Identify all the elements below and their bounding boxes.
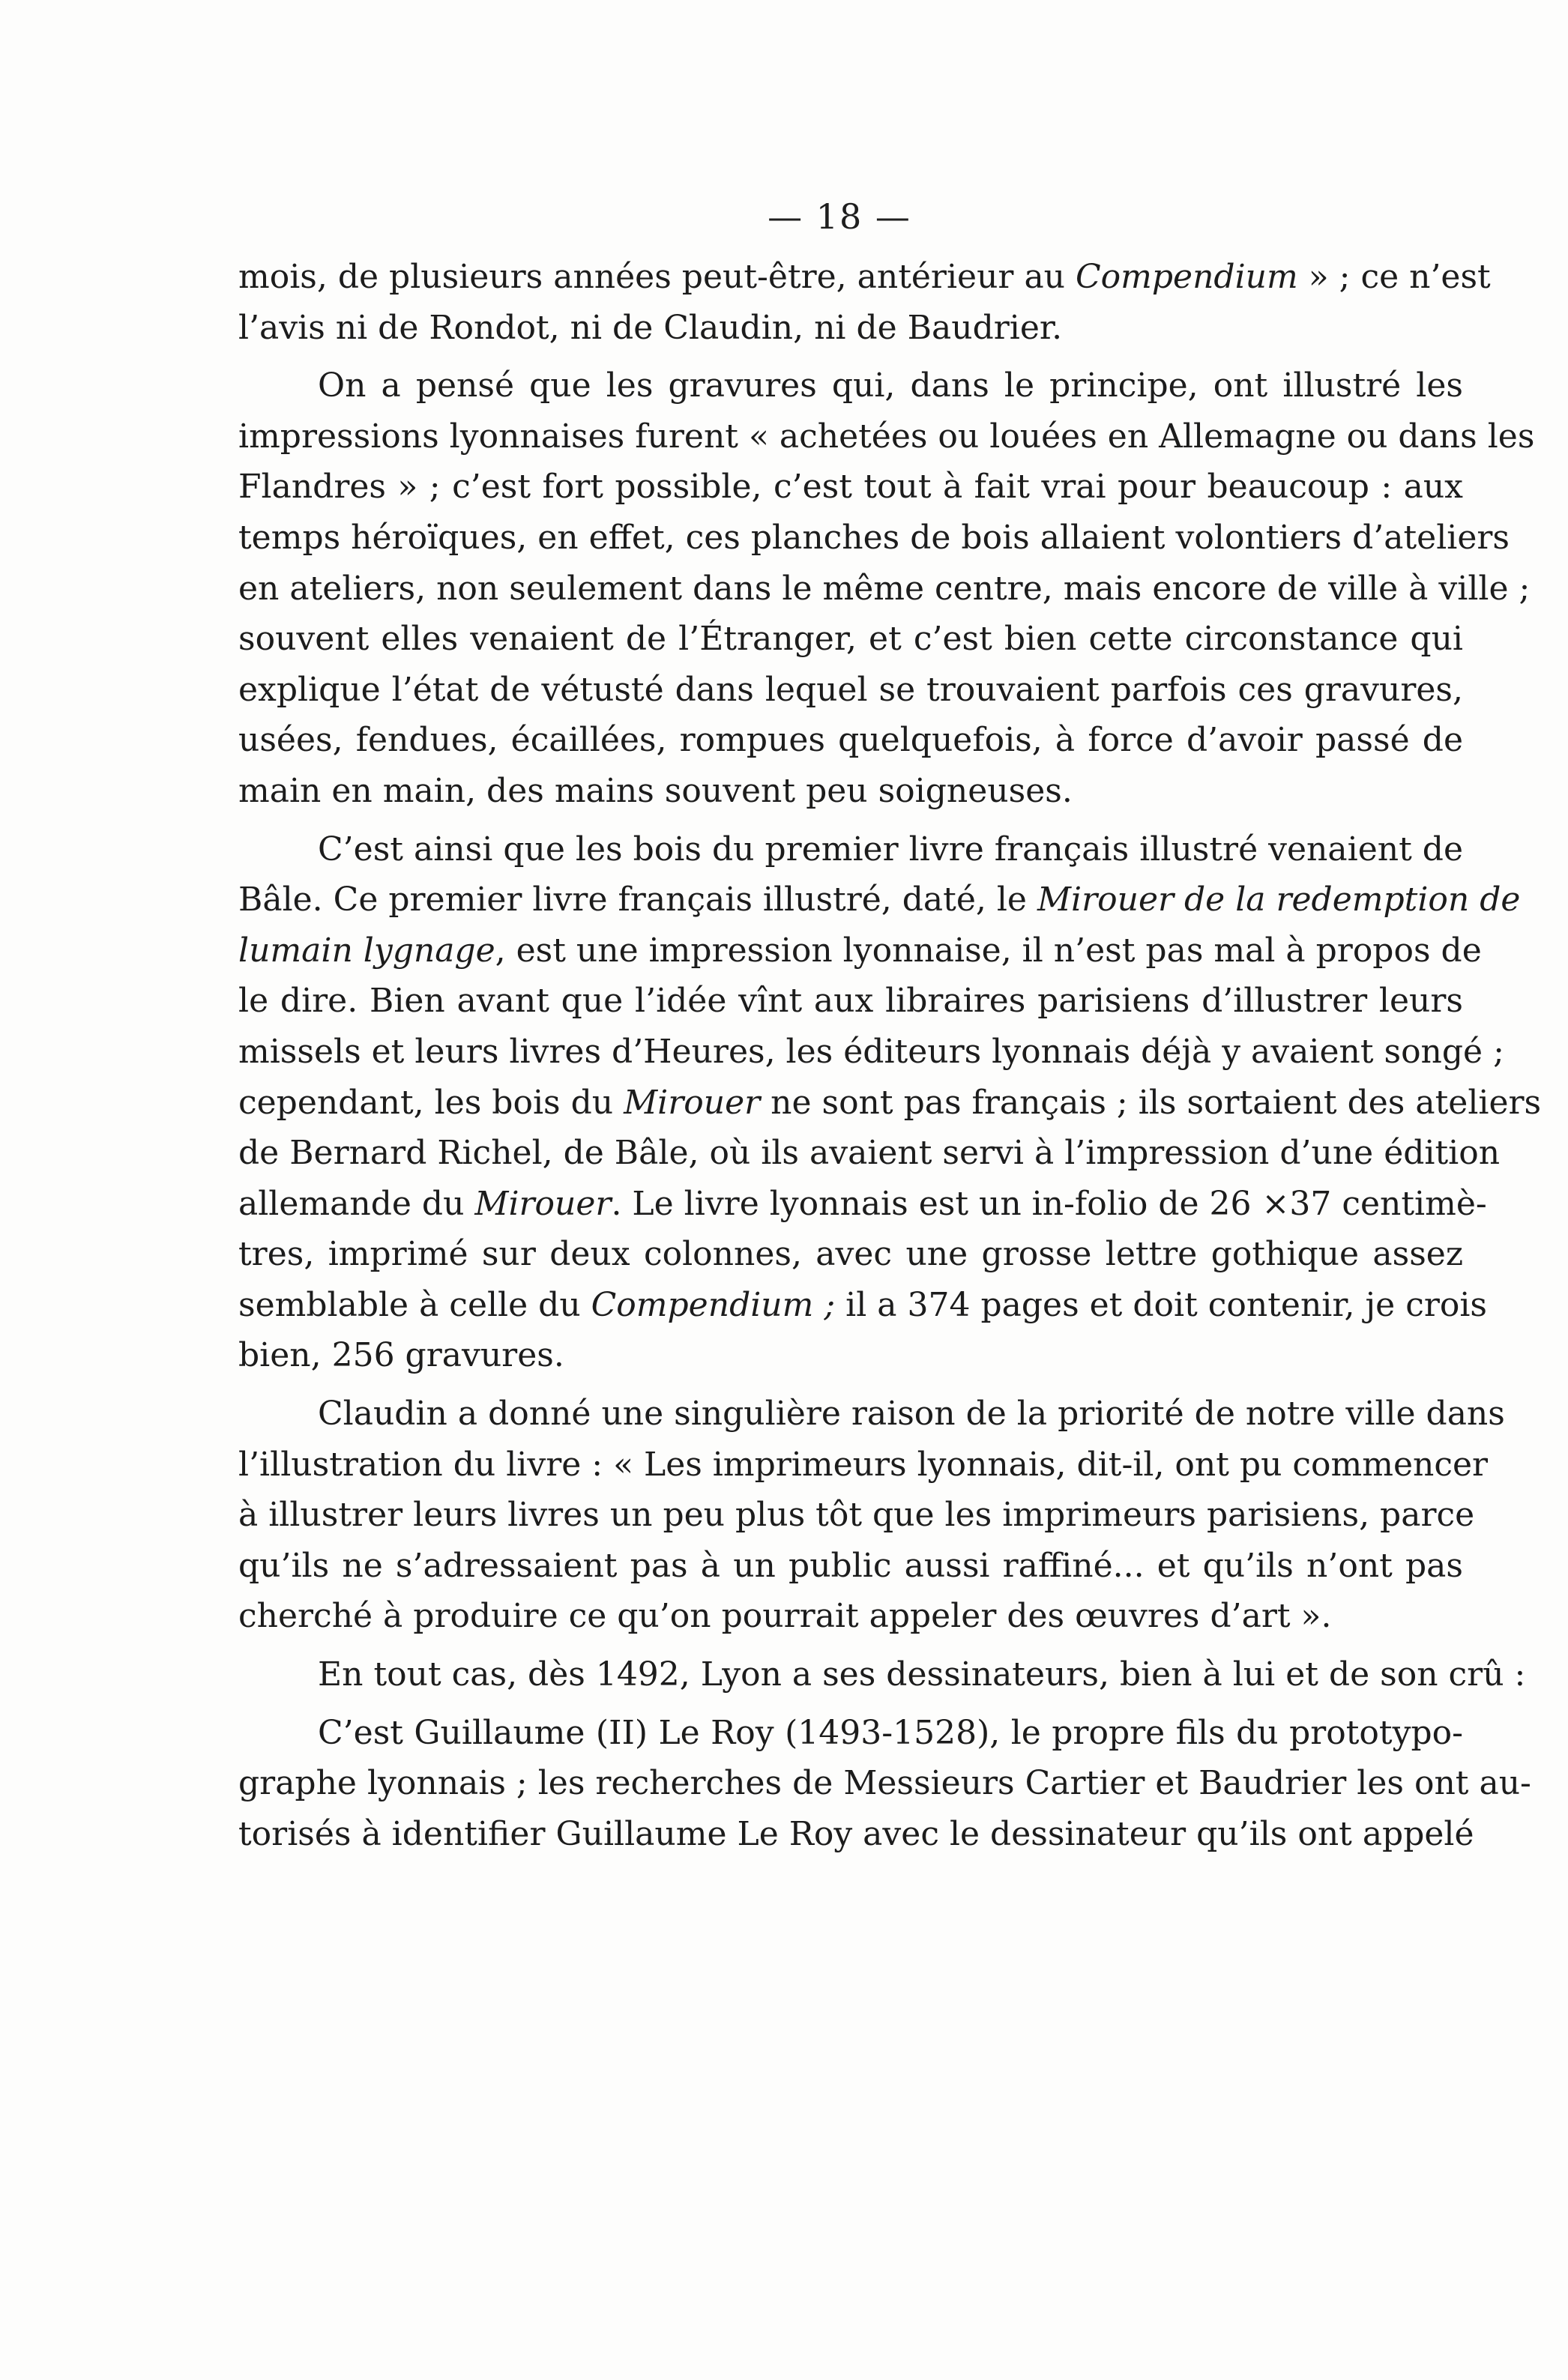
text-line: missels et leurs livres d’Heures, les éditeurs lyonnais déjà y avaient songé ; <box>238 1032 1504 1071</box>
italic-title: Mirouer <box>474 1184 612 1223</box>
text-line: usées, fendues, écaillées, rompues quelquefois, à force d’avoir passé de <box>238 721 1463 760</box>
italic-title: lumain lygnage <box>238 931 495 970</box>
text-line: On a pensé que les gravures qui, dans le principe, ont illustré les <box>318 366 1463 405</box>
paragraph <box>238 252 1491 353</box>
text-line: l’illustration du livre : « Les imprimeurs lyonnais, dit-il, ont pu commencer <box>238 1445 1489 1484</box>
text-line: Flandres » ; c’est fort possible, c’est tout à fait vrai pour beaucoup : aux <box>238 468 1463 507</box>
text-line: allemande du Mirouer. Le livre lyonnais est un in-folio de 26 ×37 centimè- <box>238 1184 1487 1223</box>
text-line: souvent elles venaient de l’Étranger, et c’est bien cette circonstance qui <box>238 620 1463 659</box>
paragraph <box>238 824 1542 1382</box>
text-line: en ateliers, non seulement dans le même centre, mais encore de ville à ville ; <box>238 569 1531 608</box>
text-line: C’est Guillaume (II) Le Roy (1493-1528), le propre fils du prototypo- <box>318 1713 1463 1752</box>
text-line: C’est ainsi que les bois du premier livre français illustré venaient de <box>318 830 1463 869</box>
text-line: cependant, les bois du Mirouer ne sont pas français ; ils sortaient des ateliers <box>238 1083 1542 1122</box>
text-line: lumain lygnage, est une impression lyonnaise, il n’est pas mal à propos de <box>238 931 1482 970</box>
text-line: temps héroïques, en effet, ces planches de bois allaient volontiers d’ateliers <box>238 518 1510 557</box>
text-line: tres, imprimé sur deux colonnes, avec une grosse lettre gothique assez <box>238 1235 1463 1274</box>
paragraph <box>238 1708 1531 1860</box>
paragraph <box>238 360 1535 816</box>
text-line: main en main, des mains souvent peu soigneuses. <box>238 771 1073 810</box>
text-line: bien, 256 gravures. <box>238 1336 564 1375</box>
text-line: cherché à produire ce qu’on pourrait appeler des œuvres d’art ». <box>238 1597 1332 1636</box>
text-line: En tout cas, dès 1492, Lyon a ses dessinateurs, bien à lui et de son crû : <box>318 1655 1526 1694</box>
text-line: mois, de plusieurs années peut-être, antérieur au Compendium » ; ce n’est <box>238 258 1491 296</box>
text-line: qu’ils ne s’adressaient pas à un public aussi raffiné... et qu’ils n’ont pas <box>238 1546 1463 1585</box>
text-line: l’avis ni de Rondot, ni de Claudin, ni de Baudrier. <box>238 308 1063 347</box>
text-line: impressions lyonnaises furent « achetées ou louées en Allemagne ou dans les <box>238 417 1535 456</box>
text-line: Bâle. Ce premier livre français illustré, daté, le Mirouer de la redemption de <box>238 881 1521 919</box>
paragraph <box>238 1389 1505 1642</box>
text-line: explique l’état de vétusté dans lequel se trouvaient parfois ces gravures, <box>238 670 1463 709</box>
paragraph <box>238 1649 1526 1700</box>
text-line: semblable à celle du Compendium ; il a 374 pages et doit contenir, je crois <box>238 1285 1488 1324</box>
text-line: graphe lyonnais ; les recherches de Messieurs Cartier et Baudrier les ont au- <box>238 1764 1531 1803</box>
page-number: — 18 — <box>768 196 911 237</box>
italic-title: Mirouer de la redemption de <box>1037 881 1521 919</box>
italic-title: Compendium ; <box>591 1285 836 1324</box>
text-line: de Bernard Richel, de Bâle, où ils avaient servi à l’impression d’une édition <box>238 1134 1501 1173</box>
italic-title: Mirouer <box>624 1083 761 1122</box>
body-text <box>238 252 1542 1859</box>
text-line: le dire. Bien avant que l’idée vînt aux libraires parisiens d’illustrer leurs <box>238 982 1463 1021</box>
text-line: Claudin a donné une singulière raison de la priorité de notre ville dans <box>318 1395 1505 1434</box>
italic-title: Compendium <box>1076 258 1298 296</box>
text-line: torisés à identifier Guillaume Le Roy avec le dessinateur qu’ils ont appelé <box>238 1814 1474 1853</box>
text-line: à illustrer leurs livres un peu plus tôt que les imprimeurs parisiens, parce <box>238 1496 1475 1535</box>
